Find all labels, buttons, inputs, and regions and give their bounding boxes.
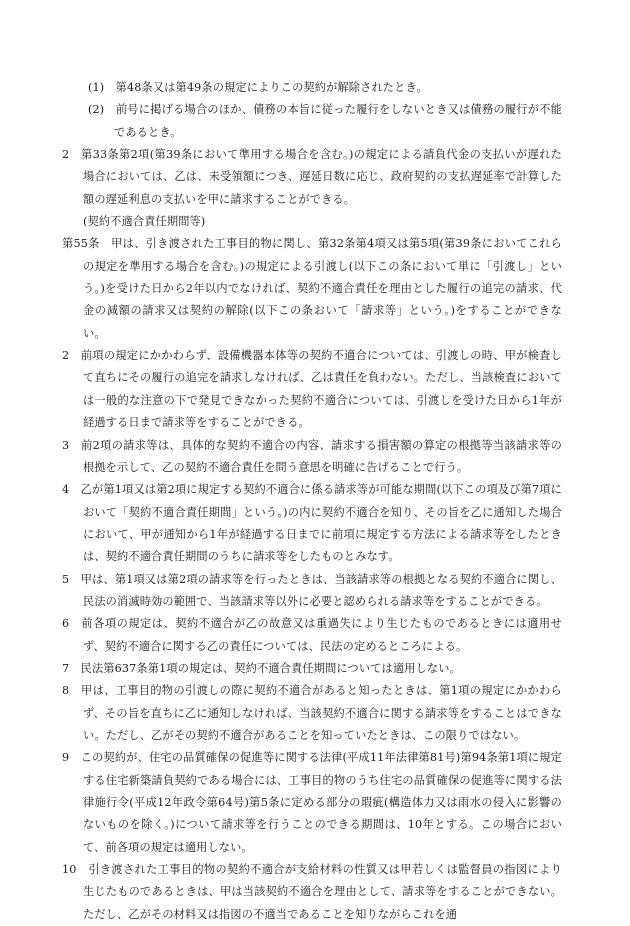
contract-text-body bbox=[62, 77, 562, 926]
article-55-clause-5: 5 甲は、第1項又は第2項の請求等を行ったときは、当該請求等の根拠となる契約不適合に関し、民法の消滅時効の範囲で、当該請求等以外に必要と認められる請求等をすることができる。 bbox=[62, 572, 562, 608]
article-55-clause-10: 10 引き渡された工事目的物の契約不適合が支給材料の性質又は甲若しくは監督員の指図により生じたものであるときは、甲は当該契約不適合を理由として、請求等をすることができない。ただし、乙がその材料又は指図の不適当であることを知りながらこれを通 bbox=[62, 863, 562, 921]
article-55: 第55条 甲は、引き渡された工事目的物に関し、第32条第4項又は第5項(第39条においてこれらの規定を準用する場合を含む。)の規定による引渡し(以下この条において単に「引渡し」という。)を受けた日から2年以内でなければ、契約不適合責任を理由とした履行の追完の請求、代金の減額の請求又は契約の解除(以下この条おいて「請求等」という。)をすることができない。 bbox=[62, 237, 562, 340]
article-55-clause-9: 9 この契約が、住宅の品質確保の促進等に関する法律(平成11年法律第81号)第94条第1項に規定する住宅新築請負契約である場合には、工事目的物のうち住宅の品質確保の促進等に関する法律施行令(平成12年政令第64号)第5条に定める部分の瑕疵(構造体力又は雨水の侵入に影響のないものを除く。)について請求等を行うことのできる期間は、10年とする。この場合において、前各項の規定は適用しない。 bbox=[62, 751, 562, 854]
article-55-clause-6: 6 前各項の規定は、契約不適合が乙の故意又は重過失により生じたものであるときには適用せず、契約不適合に関する乙の責任については、民法の定めるところによる。 bbox=[62, 617, 562, 653]
article-55-clause-7: 7 民法第637条第1項の規定は、契約不適合責任期間については適用しない。 bbox=[62, 661, 461, 675]
article-caption: (契約不適合責任期間等) bbox=[83, 215, 206, 229]
article-55-clause-4: 4 乙が第1項又は第2項に規定する契約不適合に係る請求等が可能な期間(以下この項及び第7項において「契約不適合責任期間」という。)の内に契約不適合を知り、その旨を乙に通知した場合において、甲が通知から1年が経過する日までに前項に規定する方法による請求等をしたときは、契約不適合責任期間のうちに請求等をしたものとみなす。 bbox=[62, 483, 562, 564]
clause-2-late-payment: 2 第33条第2項(第39条において準用する場合を含む。)の規定による請負代金の支払いが遅れた場合においては、乙は、未受領額につき、遅延日数に応じ、政府契約の支払遅延率で計算した額の遅延利息の支払いを甲に請求することができる。 bbox=[62, 148, 562, 206]
item-2: (2) 前号に掲げる場合のほか、債務の本旨に従った履行をしないとき又は債務の履行が不能であるとき。 bbox=[88, 103, 562, 139]
article-55-clause-2: 2 前項の規定にかかわらず、設備機器本体等の契約不適合については、引渡しの時、甲が検査して直ちにその履行の追完を請求しなければ、乙は責任を負わない。ただし、当該検査においては一般的な注意の下で発見できなかった契約不適合については、引渡しを受けた日から1年が経過する日まで請求等をすることができる。 bbox=[62, 349, 562, 430]
article-55-clause-8: 8 甲は、工事目的物の引渡しの際に契約不適合があると知ったときは、第1項の規定にかかわらず、その旨を直ちに乙に通知しなければ、当該契約不適合に関する請求等をすることはできない。ただし、乙がその契約不適合があることを知っていたときは、この限りではない。 bbox=[62, 684, 562, 742]
article-55-clause-3: 3 前2項の請求等は、具体的な契約不適合の内容、請求する損害額の算定の根拠等当該請求等の根拠を示して、乙の契約不適合責任を問う意思を明確に告げることで行う。 bbox=[62, 438, 562, 474]
item-1: (1) 第48条又は第49条の規定によりこの契約が解除されたとき。 bbox=[88, 81, 428, 94]
